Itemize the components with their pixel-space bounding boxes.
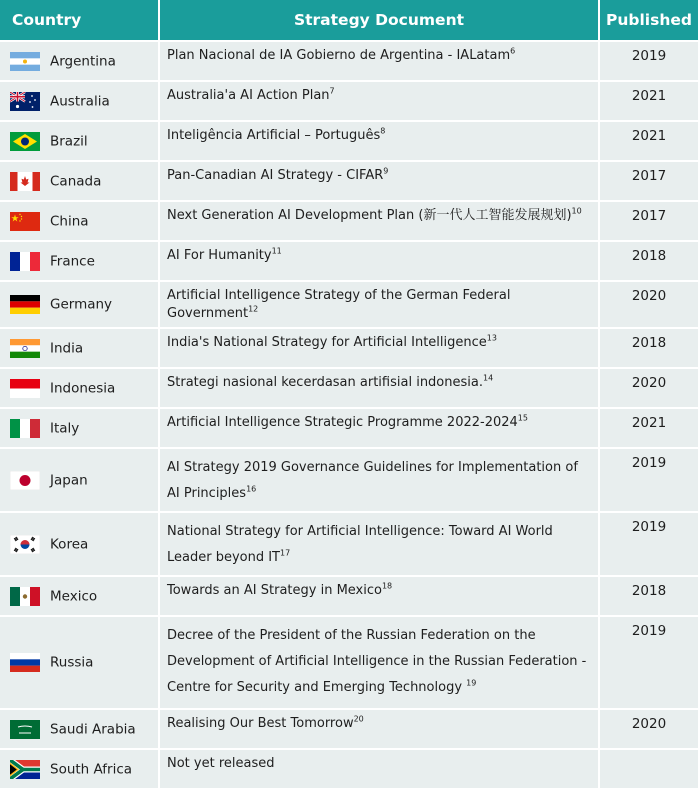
country-cell <box>0 407 160 447</box>
published-year: 2017 <box>600 160 698 200</box>
indonesia-flag-icon <box>10 379 40 398</box>
document-cell <box>160 80 600 120</box>
document-cell <box>160 511 600 575</box>
published-year: 2019 <box>600 615 698 708</box>
country-name: Canada <box>50 173 102 189</box>
footnote-ref: 11 <box>271 246 282 256</box>
footnote-ref: 7 <box>329 86 335 96</box>
document-cell <box>160 748 600 788</box>
country-cell <box>0 748 160 788</box>
country-name: Korea <box>50 536 89 552</box>
document-cell <box>160 240 600 280</box>
footnote-ref: 12 <box>248 304 259 314</box>
germany-flag-icon <box>10 295 40 314</box>
document-title: Artificial Intelligence Strategic Programme 2022-2024 <box>167 415 518 430</box>
published-year: 2019 <box>600 40 698 80</box>
footnote-ref: 17 <box>280 548 291 558</box>
table-row <box>0 748 698 788</box>
footnote-ref: 15 <box>517 413 528 423</box>
country-name: Saudi Arabia <box>50 721 136 737</box>
document-title: Pan-Canadian AI Strategy - CIFAR <box>167 168 384 183</box>
canada-flag-icon <box>10 172 40 191</box>
country-name: Australia <box>50 93 110 109</box>
table-row <box>0 708 698 748</box>
country-cell <box>0 708 160 748</box>
footnote-ref: 16 <box>246 484 257 494</box>
brazil-flag-icon <box>10 132 40 151</box>
published-year: 2019 <box>600 447 698 511</box>
published-year: 2020 <box>600 367 698 407</box>
table-row <box>0 280 698 327</box>
korea-flag-icon <box>10 535 40 554</box>
document-cell <box>160 615 600 708</box>
country-name: India <box>50 340 84 356</box>
country-name: Russia <box>50 654 94 671</box>
australia-flag-icon <box>10 92 40 111</box>
table-row <box>0 447 698 511</box>
japan-flag-icon <box>10 471 40 490</box>
table-row <box>0 615 698 708</box>
document-cell <box>160 447 600 511</box>
document-title: AI Strategy 2019 Governance Guidelines for Implementation of AI Principles <box>167 460 578 501</box>
country-name: South Africa <box>50 761 133 777</box>
published-year: 2021 <box>600 80 698 120</box>
footnote-ref: 10 <box>571 206 582 216</box>
country-cell <box>0 327 160 367</box>
document-title: Realising Our Best Tomorrow <box>167 716 354 731</box>
country-cell <box>0 200 160 240</box>
document-cell <box>160 367 600 407</box>
document-title: Next Generation AI Development Plan (新一代人工智能发展规划) <box>167 208 572 223</box>
footnote-ref: 6 <box>510 46 516 56</box>
published-year: 2017 <box>600 200 698 240</box>
country-cell <box>0 511 160 575</box>
document-title: Plan Nacional de IA Gobierno de Argentina - IALatam <box>167 48 511 63</box>
country-name: Indonesia <box>50 380 116 396</box>
document-title: AI For Humanity <box>167 248 272 263</box>
document-title: Decree of the President of the Russian Federation on the Development of Artificial Intelligence in the Russian Federation - Centre for Security and Emerging Technology <box>167 628 587 695</box>
published-year: 2018 <box>600 575 698 615</box>
country-cell <box>0 447 160 511</box>
saudi-arabia-flag-icon <box>10 720 40 739</box>
document-cell <box>160 40 600 80</box>
table-row <box>0 240 698 280</box>
document-column-header: Strategy Document <box>160 0 600 40</box>
country-cell <box>0 240 160 280</box>
document-cell <box>160 280 600 327</box>
document-cell <box>160 160 600 200</box>
table-row <box>0 511 698 575</box>
document-cell <box>160 327 600 367</box>
country-name: Italy <box>50 420 80 436</box>
published-year: 2019 <box>600 511 698 575</box>
country-name: France <box>50 253 95 269</box>
argentina-flag-icon <box>10 52 40 71</box>
footnote-ref: 18 <box>381 581 393 591</box>
document-title: India's National Strategy for Artificial Intelligence <box>167 335 487 350</box>
table-header <box>0 0 698 40</box>
country-name: Argentina <box>50 53 116 69</box>
south-africa-flag-icon <box>10 760 40 779</box>
footnote-ref: 8 <box>380 126 386 136</box>
country-name: Germany <box>50 296 113 313</box>
document-title: Artificial Intelligence Strategy of the German Federal Government <box>167 288 511 321</box>
document-title: Strategi nasional kecerdasan artifisial indonesia. <box>167 375 483 390</box>
published-year: 2018 <box>600 240 698 280</box>
country-cell <box>0 120 160 160</box>
table-row <box>0 407 698 447</box>
document-cell <box>160 708 600 748</box>
published-year: 2018 <box>600 327 698 367</box>
table-row <box>0 327 698 367</box>
document-title: Inteligência Artificial – Português <box>167 128 381 143</box>
country-name: China <box>50 213 89 229</box>
document-cell <box>160 407 600 447</box>
document-cell <box>160 200 600 240</box>
footnote-ref: 19 <box>466 678 477 688</box>
table-row <box>0 200 698 240</box>
country-column-header: Country <box>0 0 160 40</box>
published-column-header: Published <box>600 0 698 40</box>
document-cell <box>160 575 600 615</box>
country-cell <box>0 280 160 327</box>
table-row <box>0 575 698 615</box>
footnote-ref: 20 <box>353 714 364 724</box>
document-title: Not yet released <box>167 756 275 771</box>
footnote-ref: 14 <box>482 373 494 383</box>
country-cell <box>0 80 160 120</box>
mexico-flag-icon <box>10 587 40 606</box>
india-flag-icon <box>10 339 40 358</box>
published-year: 2020 <box>600 708 698 748</box>
document-title: Towards an AI Strategy in Mexico <box>167 583 382 598</box>
italy-flag-icon <box>10 419 40 438</box>
published-year <box>600 748 698 788</box>
table-row <box>0 367 698 407</box>
table-row <box>0 160 698 200</box>
document-cell <box>160 120 600 160</box>
russia-flag-icon <box>10 653 40 672</box>
france-flag-icon <box>10 252 40 271</box>
country-name: Mexico <box>50 588 98 604</box>
table-row <box>0 120 698 160</box>
country-cell <box>0 615 160 708</box>
country-cell <box>0 575 160 615</box>
country-cell <box>0 40 160 80</box>
footnote-ref: 13 <box>486 333 497 343</box>
published-year: 2021 <box>600 407 698 447</box>
country-name: Brazil <box>50 133 88 149</box>
country-cell <box>0 160 160 200</box>
document-title: National Strategy for Artificial Intelligence: Toward AI World Leader beyond IT <box>167 524 553 565</box>
country-cell <box>0 367 160 407</box>
china-flag-icon <box>10 212 40 231</box>
table-row <box>0 80 698 120</box>
published-year: 2021 <box>600 120 698 160</box>
table-row <box>0 40 698 80</box>
country-name: Japan <box>50 472 88 488</box>
published-year: 2020 <box>600 280 698 327</box>
document-title: Australia'a AI Action Plan <box>167 88 330 103</box>
footnote-ref: 9 <box>383 166 389 176</box>
